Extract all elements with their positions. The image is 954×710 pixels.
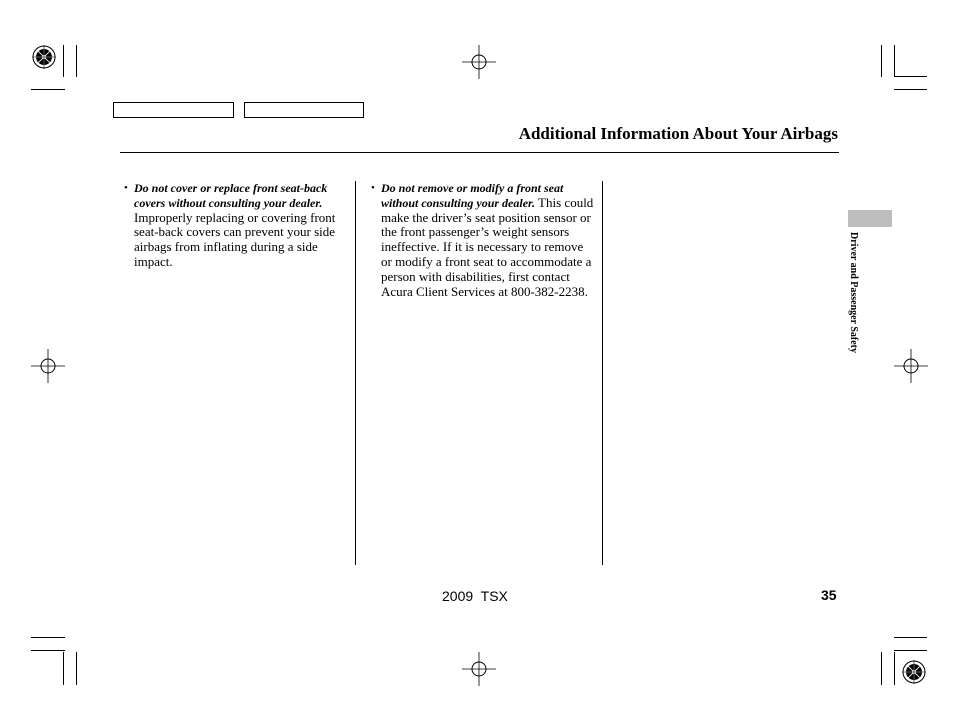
registration-sunburst-icon [32, 45, 56, 69]
text-column-1 [124, 181, 348, 270]
footer-model: 2009 TSX [442, 588, 508, 604]
registration-crosshair-icon [462, 652, 496, 686]
bullet-icon: • [124, 182, 128, 194]
section-label: Driver and Passenger Safety [848, 232, 859, 354]
column-divider [355, 181, 356, 565]
text-column-2 [371, 181, 595, 299]
warning-body: Improperly replacing or covering front seat-back covers can prevent your side airbags from inflating during a side impact. [134, 209, 336, 269]
warning-lead: Do not remove or modify a front seat without consulting your dealer. [381, 181, 564, 210]
registration-crosshair-icon [31, 349, 65, 383]
warning-body: This could make the driver’s seat position sensor or the front passenger’s weight sensors ineffective. If it is necessary to remove or modify a front seat to accommodate a person with disabilities, first contact Acura Client Services at 800-382-2238. [381, 194, 594, 299]
page-number: 35 [821, 587, 837, 603]
registration-crosshair-icon [462, 45, 496, 79]
bullet-icon: • [371, 182, 375, 194]
nav-box-main-menu[interactable] [113, 102, 234, 118]
registration-sunburst-icon [902, 660, 926, 684]
nav-box-index[interactable] [244, 102, 364, 118]
warning-lead: Do not cover or replace front seat-back covers without consulting your dealer. [134, 181, 328, 210]
title-rule [120, 152, 839, 153]
page-title: Additional Information About Your Airbags [518, 124, 838, 143]
section-tab[interactable] [848, 210, 892, 227]
registration-crosshair-icon [894, 349, 928, 383]
column-divider [602, 181, 603, 565]
